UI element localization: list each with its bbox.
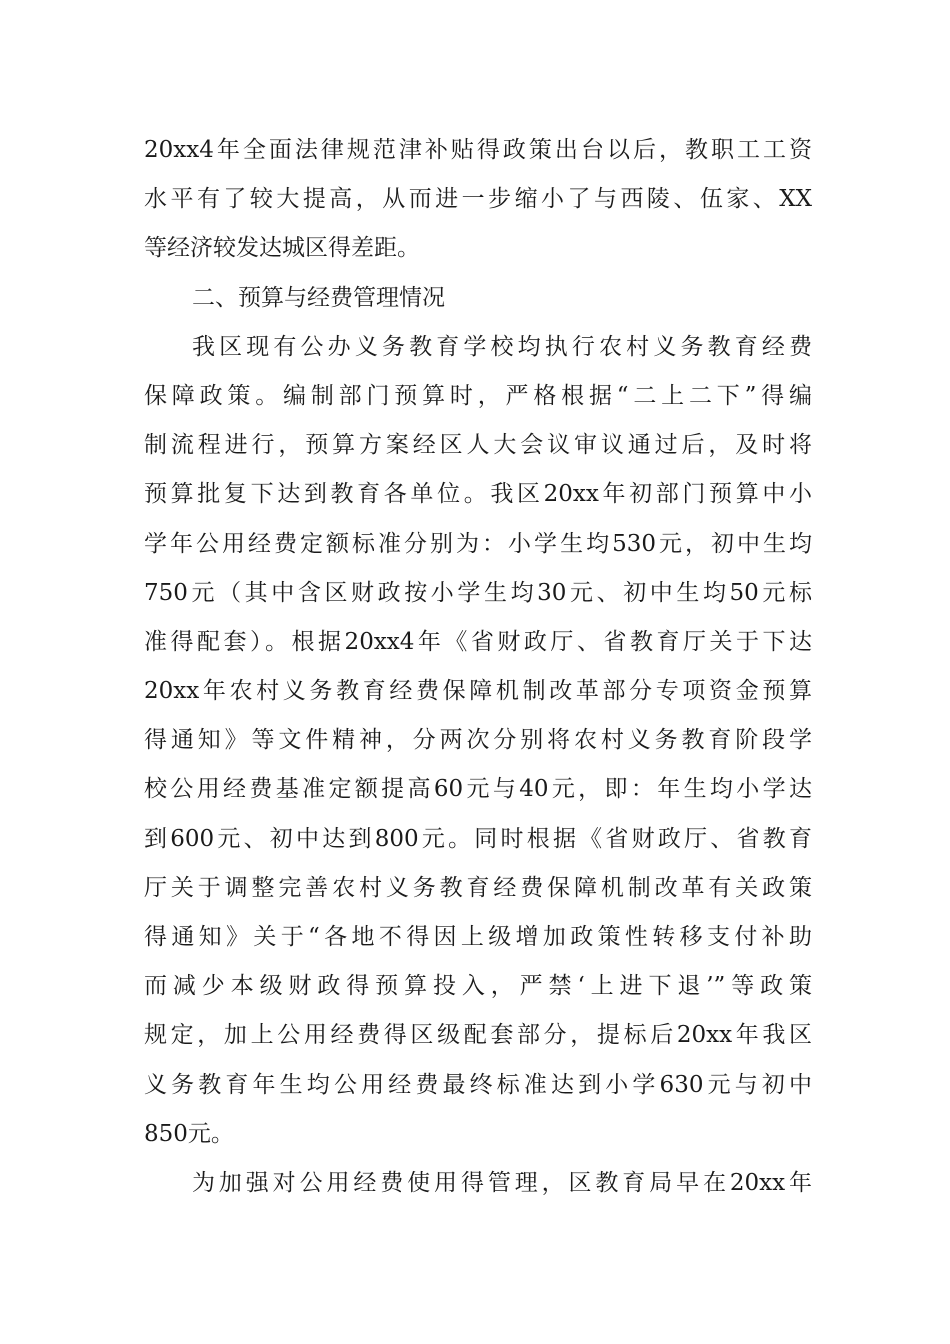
- text-line: 为加强对公用经费使用得管理，区教育局早在20xx年: [192, 1169, 812, 1196]
- paragraph-salary: [144, 126, 812, 274]
- text-line: 得通知》等文件精神，分两次分别将农村义务教育阶段学: [144, 727, 812, 754]
- section-heading-budget: [144, 274, 812, 323]
- paragraph-budget: [144, 323, 812, 1159]
- text-line: 规定，加上公用经费得区级配套部分，提标后20xx年我区: [144, 1022, 812, 1049]
- text-line: 义务教育年生均公用经费最终标准达到小学630元与初中: [144, 1071, 812, 1098]
- text-line: 20xx4年全面法律规范津补贴得政策出台以后，教职工工资: [144, 137, 812, 163]
- section-heading: 二、预算与经费管理情况: [192, 284, 445, 311]
- text-line: 850元。: [144, 1120, 234, 1147]
- text-line: 等经济较发达城区得差距。: [144, 235, 420, 262]
- text-line: 保障政策。编制部门预算时，严格根据“二上二下”得编: [144, 382, 812, 409]
- text-line: 制流程进行，预算方案经区人大会议审议通过后，及时将: [144, 432, 812, 459]
- text-line: 准得配套）。根据20xx4年《省财政厅、省教育厅关于下达: [144, 628, 812, 655]
- text-line: 得通知》关于“各地不得因上级增加政策性转移支付补助: [144, 924, 812, 950]
- text-line: 而减少本级财政得预算投入，严禁‘上进下退’”等政策: [144, 973, 812, 1000]
- text-line: 厅关于调整完善农村义务教育经费保障机制改革有关政策: [144, 874, 812, 901]
- text-line: 750元（其中含区财政按小学生均30元、初中生均50元标: [144, 579, 812, 606]
- text-line: 我区现有公办义务教育学校均执行农村义务教育经费: [192, 333, 812, 360]
- text-line: 到600元、初中达到800元。同时根据《省财政厅、省教育: [144, 825, 812, 852]
- text-line: 校公用经费基准定额提高60元与40元，即：年生均小学达: [144, 776, 812, 803]
- text-line: 学年公用经费定额标准分别为：小学生均530元，初中生均: [144, 530, 812, 557]
- text-line: 预算批复下达到教育各单位。我区20xx年初部门预算中小: [144, 481, 812, 508]
- document-body: [144, 126, 812, 1208]
- paragraph-management: [144, 1159, 812, 1208]
- text-line: 水平有了较大提高，从而进一步缩小了与西陵、伍家、XX: [144, 186, 812, 213]
- text-line: 20xx年农村义务教育经费保障机制改革部分专项资金预算: [144, 678, 812, 705]
